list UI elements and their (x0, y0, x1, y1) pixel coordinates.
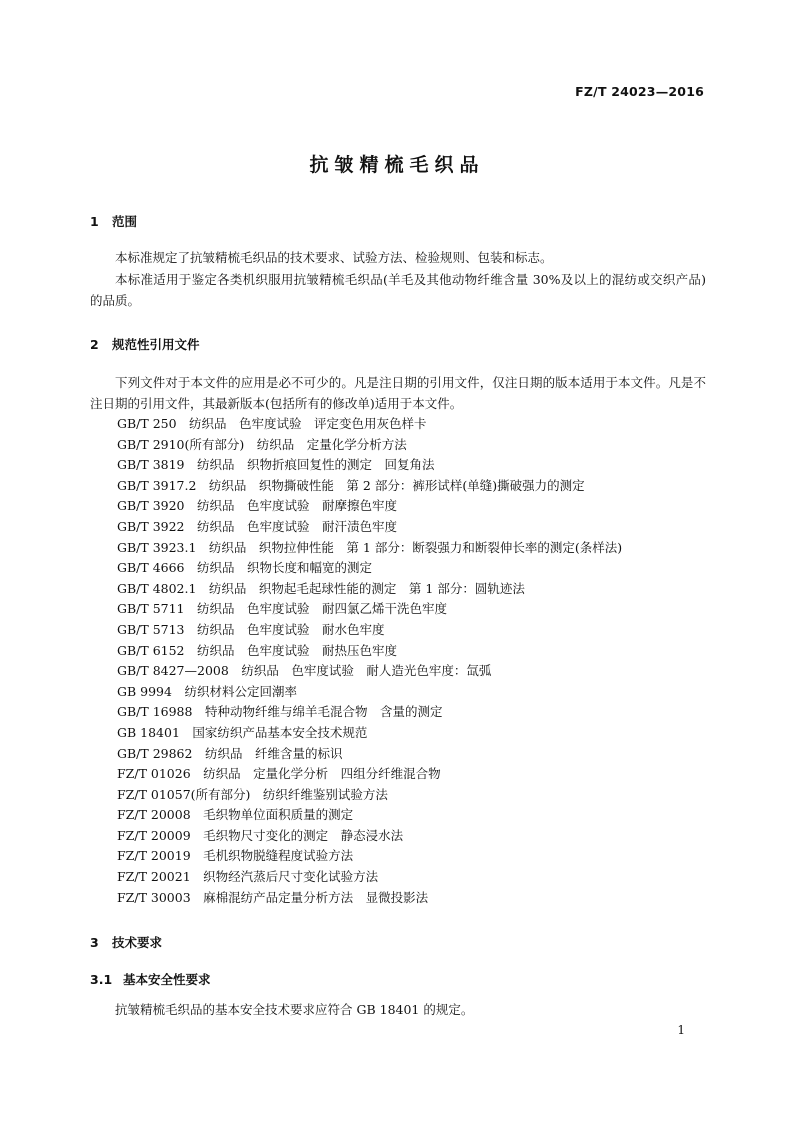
section-heading-scope (90, 212, 137, 230)
reference-item: FZ/T 20009 毛织物尺寸变化的测定 静态浸水法 (117, 827, 404, 843)
section-title: 技术要求 (112, 935, 163, 950)
reference-item: GB/T 3920 纺织品 色牢度试验 耐摩擦色牢度 (117, 498, 398, 514)
section-number: 3 (90, 935, 99, 950)
reference-item: GB/T 2910(所有部分) 纺织品 定量化学分析方法 (117, 436, 407, 452)
section-title: 规范性引用文件 (112, 337, 200, 352)
page-number: 1 (677, 1023, 685, 1037)
reference-item: GB/T 3922 纺织品 色牢度试验 耐汗渍色牢度 (117, 518, 398, 534)
reference-item: FZ/T 30003 麻棉混纺产品定量分析方法 显微投影法 (117, 889, 429, 905)
reference-item: GB/T 4802.1 纺织品 织物起毛起球性能的测定 第 1 部分：圆轨迹法 (117, 580, 525, 596)
reference-item: GB/T 6152 纺织品 色牢度试验 耐热压色牢度 (117, 642, 398, 658)
reference-item: FZ/T 20019 毛机织物脱缝程度试验方法 (117, 848, 354, 864)
reference-item: GB/T 8427—2008 纺织品 色牢度试验 耐人造光色牢度：氙弧 (117, 663, 492, 679)
subsection-heading-basic-safety (90, 970, 211, 988)
section-title: 范围 (112, 214, 138, 229)
reference-item: FZ/T 01026 纺织品 定量化学分析 四组分纤维混合物 (117, 766, 441, 782)
reference-item: GB/T 3819 纺织品 织物折痕回复性的测定 回复角法 (117, 457, 435, 473)
subsection-title: 基本安全性要求 (123, 972, 211, 987)
section-number: 1 (90, 214, 99, 229)
document-title: 抗皱精梳毛织品 (309, 154, 485, 176)
reference-item: GB/T 29862 纺织品 纤维含量的标识 (117, 745, 343, 761)
section-number: 2 (90, 337, 99, 352)
reference-item: GB/T 3917.2 纺织品 织物撕破性能 第 2 部分：裤形试样(单缝)撕破强力的测定 (117, 477, 585, 493)
reference-item: GB 18401 国家纺织产品基本安全技术规范 (117, 724, 368, 740)
reference-item: GB/T 250 纺织品 色牢度试验 评定变色用灰色样卡 (117, 416, 427, 431)
reference-item: GB/T 16988 特种动物纤维与绵羊毛混合物 含量的测定 (117, 704, 443, 720)
reference-list (117, 414, 622, 908)
basic-safety-paragraph: 抗皱精梳毛织品的基本安全技术要求应符合 GB 18401 的规定。 (115, 1002, 474, 1017)
reference-item: FZ/T 20021 织物经汽蒸后尺寸变化试验方法 (117, 869, 379, 885)
section-heading-normative-references (90, 335, 200, 353)
references-intro: 下列文件对于本文件的应用是必不可少的。凡是注日期的引用文件，仅注日期的版本适用于本文件。凡是不注日期的引用文件，其最新版本(包括所有的修改单)适用于本文件。 (90, 375, 706, 411)
scope-paragraph-1: 本标准规定了抗皱精梳毛织品的技术要求、试验方法、检验规则、包装和标志。 (115, 250, 553, 265)
reference-item: GB 9994 纺织材料公定回潮率 (117, 683, 297, 699)
section-heading-technical-requirements (90, 933, 162, 951)
reference-item: FZ/T 20008 毛织物单位面积质量的测定 (117, 807, 354, 823)
standard-code: FZ/T 24023—2016 (575, 84, 704, 99)
reference-item: FZ/T 01057(所有部分) 纺织纤维鉴别试验方法 (117, 786, 388, 802)
reference-item: GB/T 5711 纺织品 色牢度试验 耐四氯乙烯干洗色牢度 (117, 601, 448, 617)
scope-paragraph-2: 本标准适用于鉴定各类机织服用抗皱精梳毛织品(羊毛及其他动物纤维含量 30%及以上的混纺或交织产品)的品质。 (90, 272, 706, 308)
reference-item: GB/T 5713 纺织品 色牢度试验 耐水色牢度 (117, 621, 385, 637)
reference-item: GB/T 3923.1 纺织品 织物拉伸性能 第 1 部分：断裂强力和断裂伸长率的测定(条样法) (117, 539, 623, 555)
reference-item: GB/T 4666 纺织品 织物长度和幅宽的测定 (117, 560, 373, 576)
subsection-number: 3.1 (90, 972, 113, 987)
